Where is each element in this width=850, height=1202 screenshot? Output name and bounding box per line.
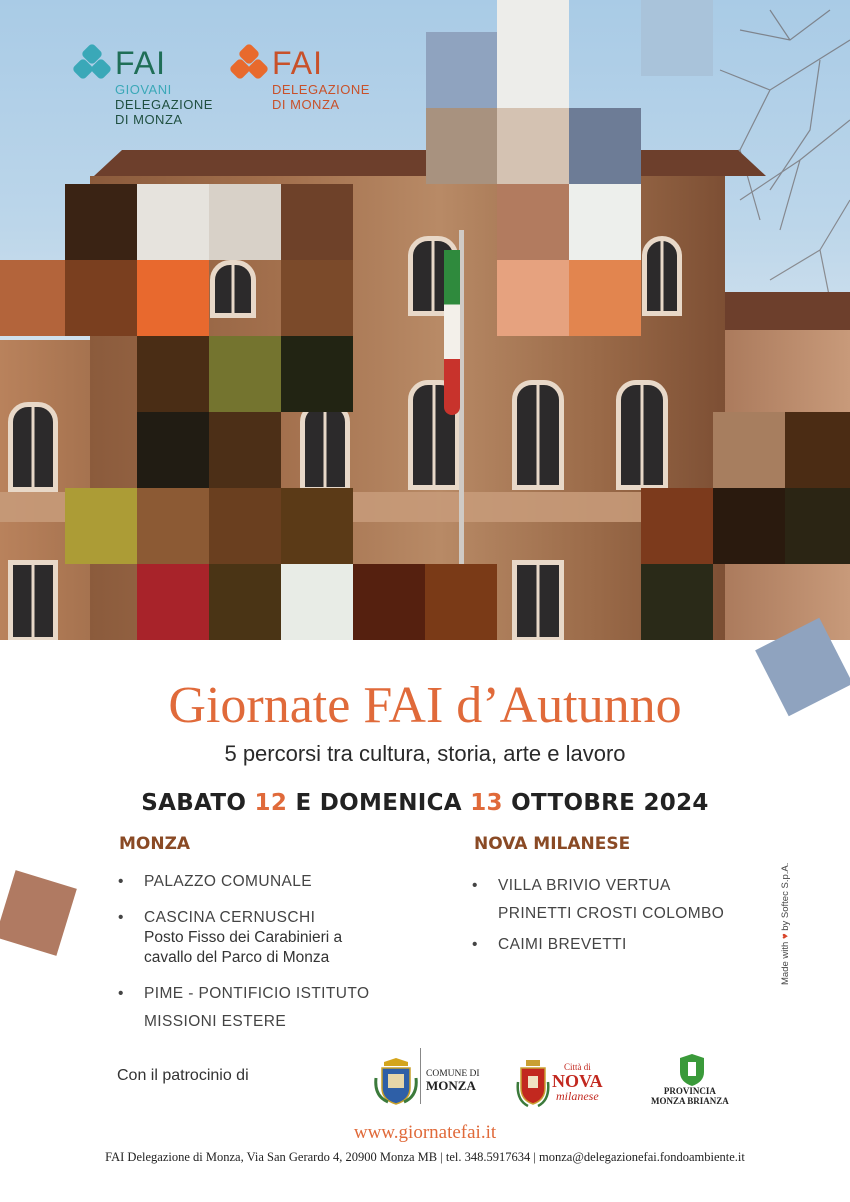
decor-square-brown [0,870,77,956]
provincia-label [651,1086,729,1106]
color-tile [641,488,713,564]
fai-logo-icon [75,46,109,80]
credit-prefix: Made with [780,941,791,985]
logo-name: FAI [115,45,167,81]
website-link[interactable]: www.giornatefai.it [353,1122,497,1143]
site-name: CAIMI BREVETTI [498,936,627,953]
color-tile [641,0,713,76]
color-tile [209,184,281,260]
color-tile [209,412,281,488]
color-tile [137,488,209,564]
color-tile [137,336,209,412]
italian-flag [444,250,460,415]
comune-line: COMUNE DI [426,1069,480,1079]
nova-heading: NOVA MILANESE [474,834,631,854]
site-name: CASCINA CERNUSCHI [144,909,316,926]
list-item [472,872,725,928]
page-subtitle: 5 percorsi tra cultura, storia, arte e lavoro [224,741,626,766]
made-with-credit [780,863,791,985]
monza-heading: MONZA [119,834,191,854]
list-item [118,980,370,1036]
color-tile [137,412,209,488]
color-tile [569,260,641,336]
color-tile [426,108,498,184]
window [616,380,668,490]
fai-giovani-logo [75,46,213,127]
site-name: PIME - PONTIFICIO ISTITUTO [144,985,370,1002]
color-tile [281,488,353,564]
dates-text: E DOMENICA [287,790,471,816]
color-tile [209,488,281,564]
site-detail: cavallo del Parco di Monza [144,949,330,966]
color-tile [713,412,785,488]
fai-delegazione-logo [232,46,370,112]
divider [420,1048,421,1104]
color-tile [137,184,209,260]
window [8,402,58,492]
nova-coat-of-arms-icon [516,1058,550,1108]
bullet: • [472,877,478,894]
fai-logo-icon [232,46,266,80]
list-item [118,908,343,968]
window [642,236,682,316]
bullet: • [472,936,478,953]
patronage-label: Con il patrocinio di [117,1067,249,1084]
roof-right [720,292,850,332]
window [210,260,256,318]
nova-line: NOVA [552,1071,603,1091]
window [512,380,564,490]
logo-line: DELEGAZIONE [272,82,370,97]
logo-line: DI MONZA [272,97,340,112]
window [8,560,58,640]
site-name: PRINETTI CROSTI COLOMBO [498,905,725,922]
heart-icon: ♥ [780,933,791,940]
color-tile [137,564,209,640]
color-tile [497,0,569,76]
window [512,560,564,640]
provincia-logo-icon [678,1054,706,1086]
bullet: • [118,985,124,1002]
color-tile [497,108,569,184]
site-name: PALAZZO COMUNALE [144,873,313,890]
credit-suffix: by Softec S.p.A. [780,862,791,931]
logo-line: DELEGAZIONE [115,97,213,112]
bullet: • [118,909,124,926]
color-tile [785,412,850,488]
bullet: • [118,873,124,890]
color-tile [497,184,569,260]
site-name: MISSIONI ESTERE [144,1013,287,1030]
color-tile [785,488,850,564]
logo-name: FAI [272,45,324,81]
list-item [472,935,627,955]
nova-line: milanese [556,1089,599,1103]
color-tile [281,260,353,336]
color-tile [65,184,137,260]
window [300,402,350,492]
color-tile [65,488,137,564]
color-tile [353,564,425,640]
nova-milanese-label [552,1062,603,1102]
logo-line: GIOVANI [115,82,172,97]
site-name: VILLA BRIVIO VERTUA [498,877,671,894]
footer-contacts: FAI Delegazione di Monza, Via San Gerardo 4, 20900 Monza MB | tel. 348.5917634 | monza@delegazionefai.fondoambiente.it [105,1150,745,1164]
color-tile [425,564,497,640]
color-tile [209,336,281,412]
date-day-1: 12 [254,790,288,816]
color-tile [426,32,498,108]
page-title: Giornate FAI d’Autunno [168,677,682,734]
list-item [118,872,313,892]
event-dates [0,790,850,816]
color-tile [569,184,641,260]
color-tile [65,260,137,336]
comune-line: MONZA [426,1078,476,1093]
color-tile [641,564,713,640]
color-tile [281,336,353,412]
color-tile [209,564,281,640]
provincia-line: PROVINCIA [663,1086,716,1096]
color-tile [497,260,569,336]
color-tile [0,260,72,336]
color-tile [281,564,353,640]
logo-line: DI MONZA [115,112,183,127]
comune-monza-label [426,1068,480,1094]
date-day-2: 13 [470,790,503,816]
provincia-line: MONZA BRIANZA [651,1096,729,1106]
dates-text: SABATO [141,790,255,816]
color-tile [281,184,353,260]
color-tile [713,488,785,564]
color-tile [569,108,641,184]
dates-text: OTTOBRE 2024 [502,790,709,816]
color-tile [137,260,209,336]
site-detail: Posto Fisso dei Carabinieri a [144,929,343,946]
monza-coat-of-arms-icon [374,1056,418,1106]
nova-line: Città di [563,1062,591,1072]
